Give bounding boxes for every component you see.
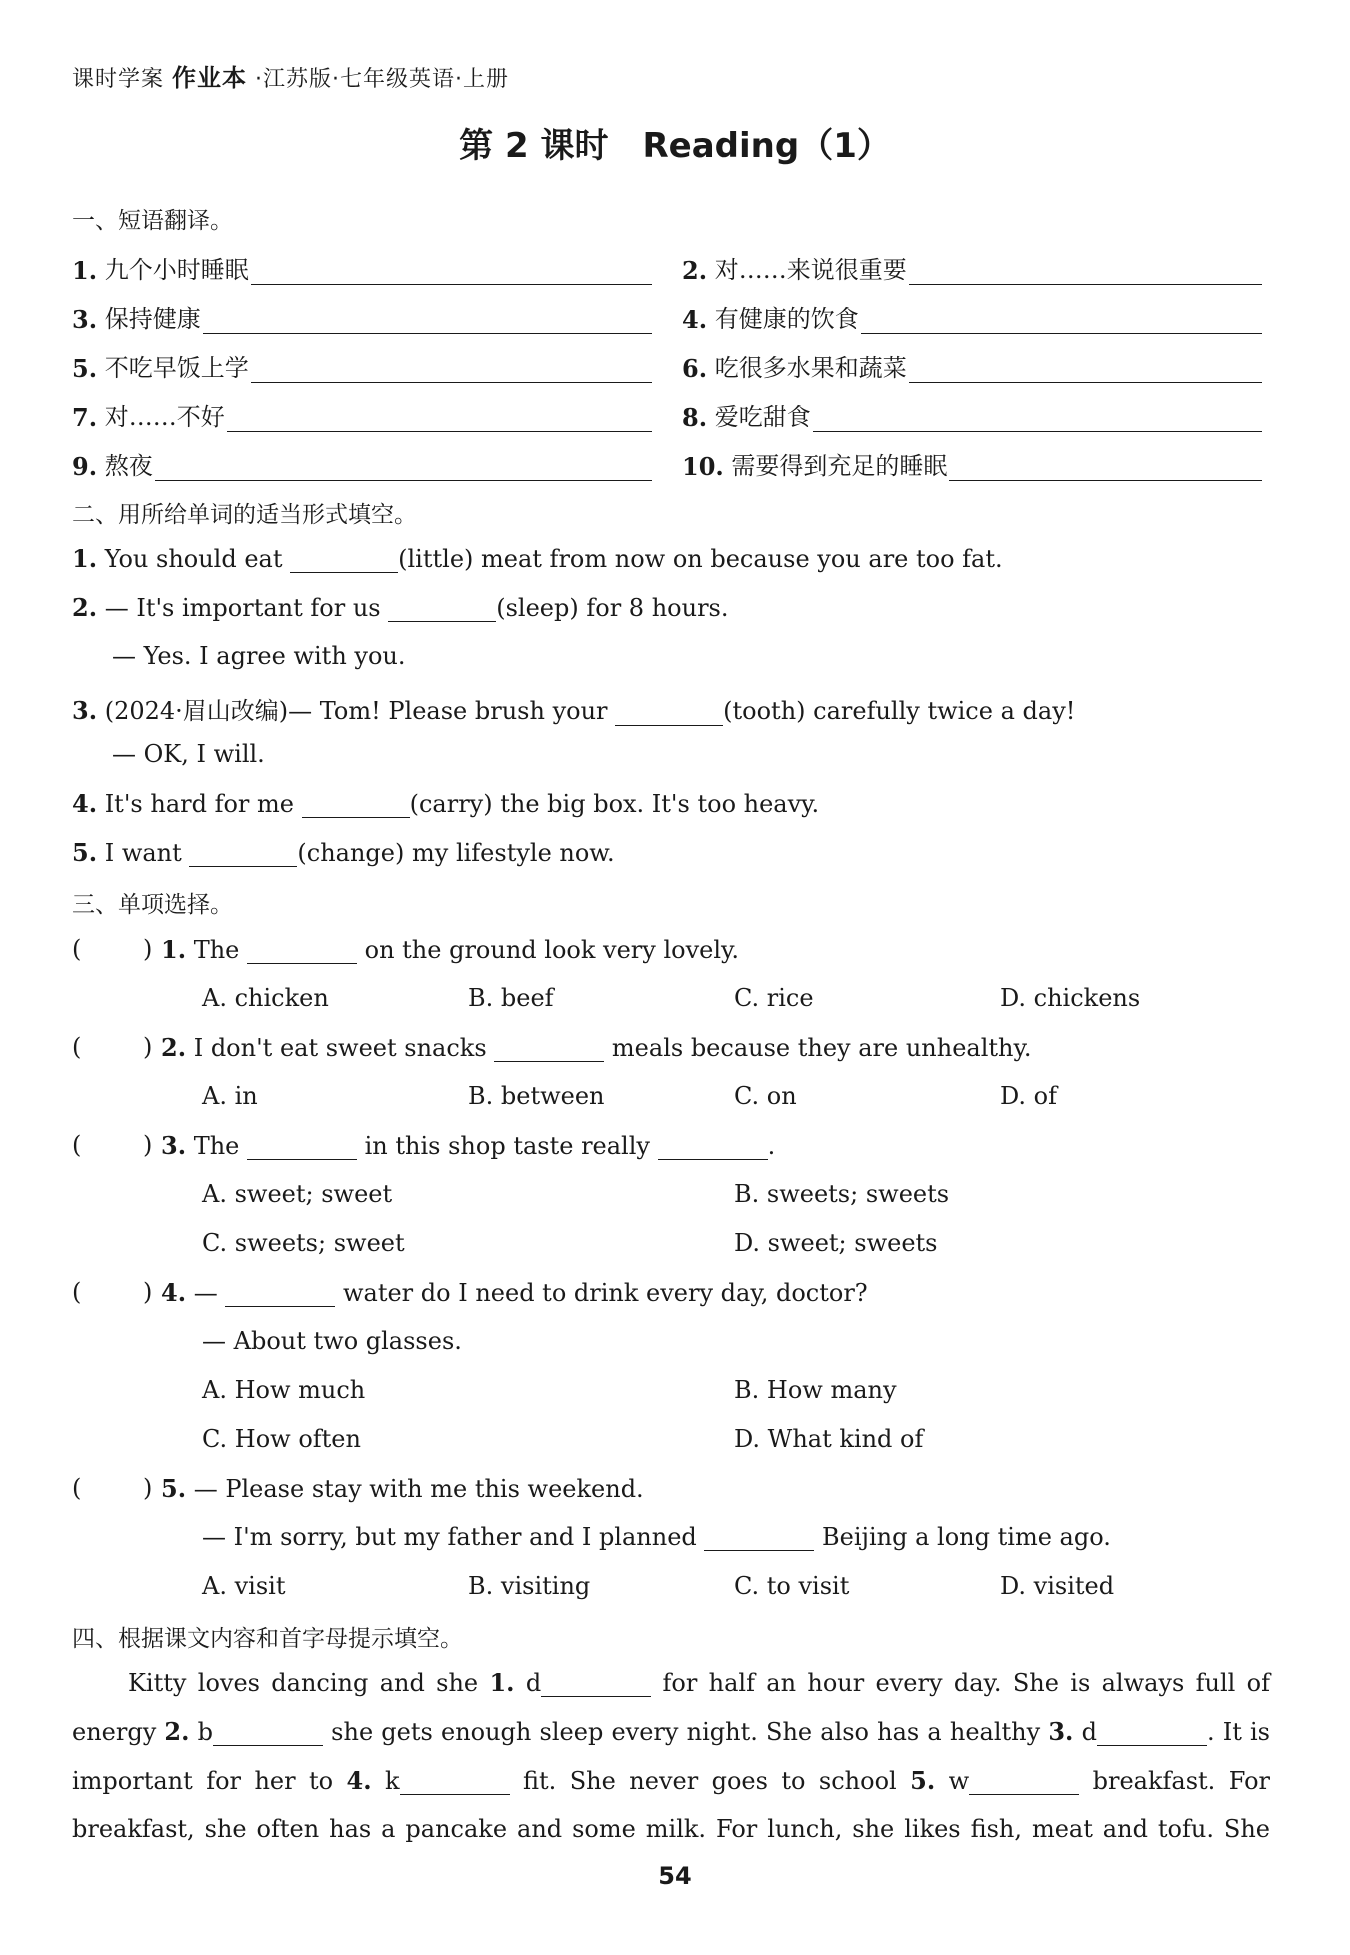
phrase-item-6: 6. 吃很多水果和蔬菜: [682, 348, 1262, 383]
choice-question-5: 5. — Please stay with me this weekend.: [161, 1474, 644, 1503]
book-header: [72, 58, 509, 93]
answer-paren-left: (: [72, 1278, 82, 1306]
answer-blank[interactable]: [155, 454, 652, 481]
passage-line-1: Kitty loves dancing and she 1. d for half an hour every day. She is always full of: [128, 1668, 1270, 1697]
answer-blank: [225, 1280, 335, 1307]
fill-question-3: 3. (2024·眉山改编)— Tom! Please brush your (tooth) carefully twice a day!: [72, 696, 1076, 725]
fill-question-2-reply: — Yes. I agree with you.: [112, 642, 406, 670]
answer-blank[interactable]: [213, 1719, 323, 1746]
phrase-item-7: 7. 对……不好: [72, 397, 652, 432]
option-c[interactable]: C. on: [734, 1082, 797, 1110]
answer-blank[interactable]: [909, 356, 1262, 383]
choice-question-5-reply: — I'm sorry, but my father and I planned Beijing a long time ago.: [202, 1523, 1111, 1551]
option-c[interactable]: C. sweets; sweet: [202, 1229, 405, 1257]
option-d[interactable]: D. visited: [1000, 1572, 1115, 1600]
answer-blank: [658, 1133, 768, 1160]
choice-question-4: 4. — water do I need to drink every day, doctor?: [161, 1278, 868, 1307]
answer-blank: [704, 1524, 814, 1551]
answer-blank: [247, 937, 357, 964]
choice-question-3: 3. The in this shop taste really .: [161, 1131, 776, 1160]
answer-paren-left: (: [72, 1131, 82, 1159]
header-edition: ·江苏版·七年级英语·上册: [255, 67, 509, 92]
option-a[interactable]: A. in: [202, 1082, 258, 1110]
fill-question-4: 4. It's hard for me (carry) the big box. It's too heavy.: [72, 789, 820, 818]
option-c[interactable]: C. rice: [734, 984, 814, 1012]
phrase-item-5: 5. 不吃早饭上学: [72, 348, 652, 383]
option-d[interactable]: D. of: [1000, 1082, 1057, 1110]
answer-paren-right: ): [143, 935, 153, 963]
option-a[interactable]: A. chicken: [202, 984, 329, 1012]
header-brand: 课时学案: [72, 67, 165, 92]
option-a[interactable]: A. visit: [202, 1572, 286, 1600]
phrase-item-10: 10. 需要得到充足的睡眠: [682, 446, 1262, 481]
answer-blank[interactable]: [969, 1768, 1079, 1795]
option-d[interactable]: D. chickens: [1000, 984, 1141, 1012]
answer-blank[interactable]: [861, 307, 1262, 334]
fill-question-1: 1. You should eat (little) meat from now on because you are too fat.: [72, 544, 1003, 573]
section-4-heading: 四、根据课文内容和首字母提示填空。: [72, 1626, 463, 1652]
answer-blank[interactable]: [251, 258, 652, 285]
phrase-item-1: 1. 九个小时睡眠: [72, 250, 652, 285]
option-b[interactable]: B. sweets; sweets: [734, 1180, 950, 1208]
fill-question-3-reply: — OK, I will.: [112, 740, 265, 768]
option-c[interactable]: C. to visit: [734, 1572, 850, 1600]
answer-blank[interactable]: [541, 1670, 651, 1697]
header-series: 作业本: [172, 64, 248, 92]
answer-blank[interactable]: [290, 546, 398, 573]
answer-paren-right: ): [143, 1278, 153, 1306]
option-b[interactable]: B. between: [468, 1082, 605, 1110]
phrase-item-2: 2. 对……来说很重要: [682, 250, 1262, 285]
passage-line-2: energy 2. b she gets enough sleep every night. She also has a healthy 3. d . It is: [72, 1717, 1271, 1746]
phrase-item-3: 3. 保持健康: [72, 299, 652, 334]
answer-blank[interactable]: [302, 791, 410, 818]
answer-blank[interactable]: [251, 356, 652, 383]
choice-question-4-reply: — About two glasses.: [202, 1327, 462, 1355]
choice-question-1: 1. The on the ground look very lovely.: [161, 935, 740, 964]
fill-question-5: 5. I want (change) my lifestyle now.: [72, 838, 615, 867]
page-number: 54: [658, 1862, 692, 1890]
option-c[interactable]: C. How often: [202, 1425, 361, 1453]
answer-blank[interactable]: [909, 258, 1262, 285]
fill-question-2: 2. — It's important for us (sleep) for 8 hours.: [72, 593, 729, 622]
section-2-heading: 二、用所给单词的适当形式填空。: [72, 502, 417, 528]
answer-blank: [494, 1035, 604, 1062]
answer-paren-right: ): [143, 1474, 153, 1502]
choice-question-2: 2. I don't eat sweet snacks meals because they are unhealthy.: [161, 1033, 1032, 1062]
answer-blank[interactable]: [1097, 1719, 1207, 1746]
option-d[interactable]: D. What kind of: [734, 1425, 924, 1453]
answer-blank[interactable]: [227, 405, 652, 432]
phrase-item-9: 9. 熬夜: [72, 446, 652, 481]
option-b[interactable]: B. How many: [734, 1376, 897, 1404]
answer-blank[interactable]: [388, 595, 496, 622]
answer-blank[interactable]: [400, 1768, 510, 1795]
passage-line-3: important for her to 4. k fit. She never goes to school 5. w breakfast. For: [72, 1766, 1270, 1795]
answer-blank[interactable]: [203, 307, 652, 334]
phrase-item-8: 8. 爱吃甜食: [682, 397, 1262, 432]
answer-blank[interactable]: [813, 405, 1262, 432]
answer-paren-left: (: [72, 1474, 82, 1502]
option-d[interactable]: D. sweet; sweets: [734, 1229, 938, 1257]
option-b[interactable]: B. beef: [468, 984, 554, 1012]
answer-blank: [247, 1133, 357, 1160]
page-title: 第 2 课时 Reading（1）: [459, 126, 891, 166]
answer-blank[interactable]: [949, 454, 1262, 481]
answer-paren-right: ): [143, 1033, 153, 1061]
phrase-item-4: 4. 有健康的饮食: [682, 299, 1262, 334]
option-b[interactable]: B. visiting: [468, 1572, 591, 1600]
section-3-heading: 三、单项选择。: [72, 892, 233, 918]
answer-blank[interactable]: [615, 699, 723, 726]
passage-line-4: breakfast, she often has a pancake and some milk. For lunch, she likes fish, meat and tofu. She: [72, 1815, 1270, 1843]
section-1-heading: 一、短语翻译。: [72, 208, 233, 234]
answer-paren-left: (: [72, 935, 82, 963]
option-a[interactable]: A. How much: [202, 1376, 366, 1404]
option-a[interactable]: A. sweet; sweet: [202, 1180, 393, 1208]
answer-paren-left: (: [72, 1033, 82, 1061]
answer-paren-right: ): [143, 1131, 153, 1159]
answer-blank[interactable]: [189, 840, 297, 867]
